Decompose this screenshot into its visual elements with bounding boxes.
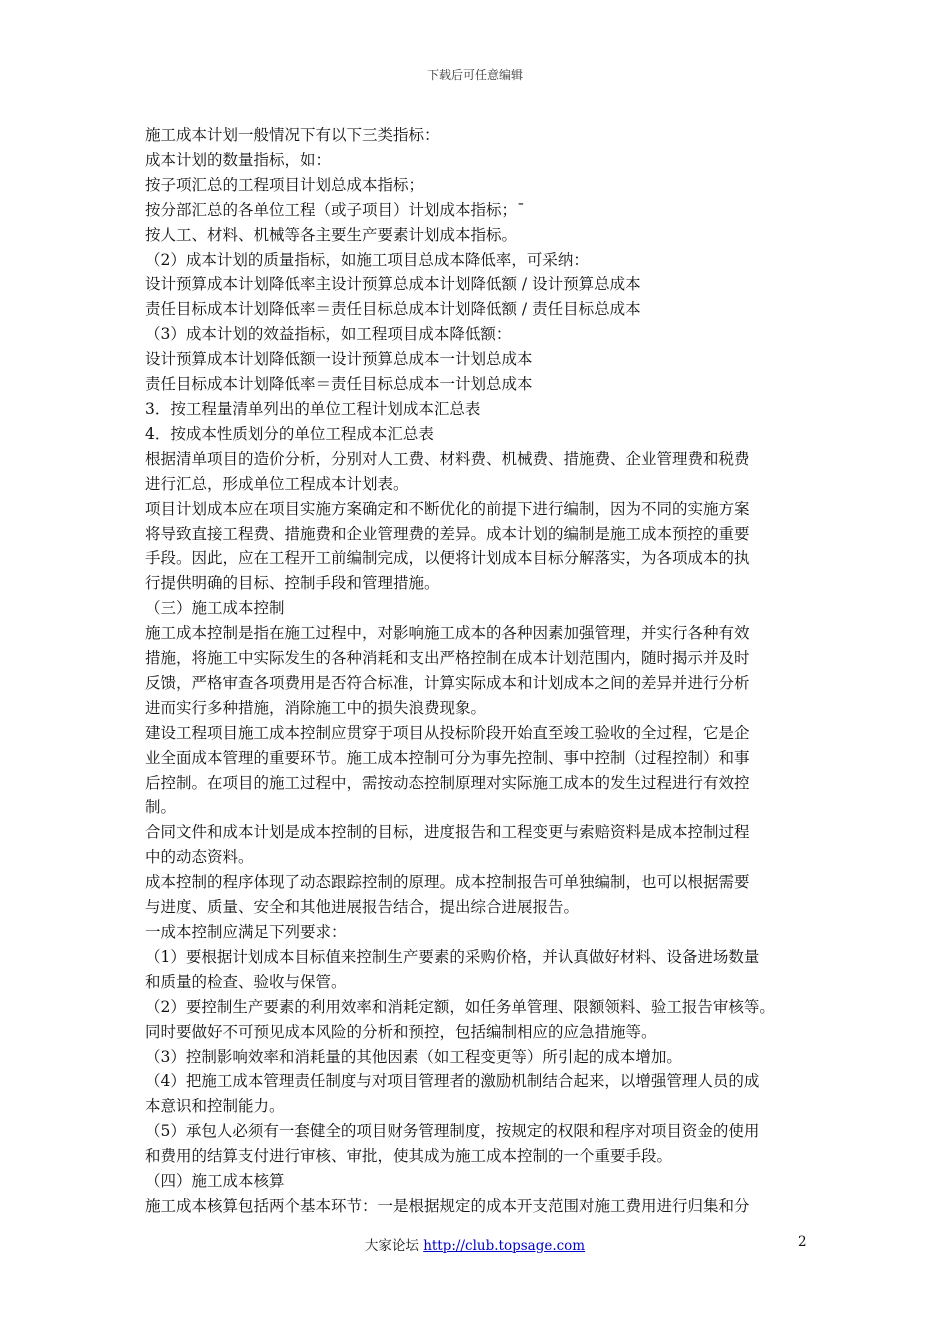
text-line: 和费用的结算支付进行审核、审批，使其成为施工成本控制的一个重要手段。 — [145, 1147, 673, 1166]
text-line: 反馈，严格审查各项费用是否符合标准，计算实际成本和计划成本之间的差异并进行分析 — [145, 673, 750, 692]
footer-link[interactable]: http://club.topsage.com — [423, 1238, 586, 1254]
text-line: 后控制。在项目的施工过程中，需按动态控制原理对实际施工成本的发生过程进行有效控 — [145, 773, 750, 792]
text-line: 3．按工程量清单列出的单位工程计划成本汇总表 — [145, 399, 481, 418]
page-number: 2 — [798, 1234, 807, 1250]
page-header: 下载后可任意编辑 — [426, 68, 523, 82]
text-line: 合同文件和成本计划是成本控制的目标，进度报告和工程变更与索赔资料是成本控制过程 — [145, 823, 750, 842]
text-line: （1）要根据计划成本目标值来控制生产要素的采购价格，并认真做好材料、设备进场数量 — [145, 947, 760, 966]
text-line: 业全面成本管理的重要环节。施工成本控制可分为事先控制、事中控制（过程控制）和事 — [145, 748, 750, 767]
text-line: 一成本控制应满足下列要求： — [145, 923, 347, 941]
text-line: 按子项汇总的工程项目计划总成本指标； — [145, 175, 425, 194]
text-line: 行提供明确的目标、控制手段和管理措施。 — [145, 574, 440, 593]
text-line: 4．按成本性质划分的单位工程成本汇总表 — [145, 424, 434, 443]
page-footer — [0, 1234, 950, 1254]
text-line: 按分部汇总的各单位工程（或子项目）计划成本指标；¯ — [145, 200, 525, 219]
text-line: 进行汇总，形成单位工程成本计划表。 — [145, 474, 409, 493]
text-line: 制。 — [145, 798, 177, 817]
text-line: （3）控制影响效率和消耗量的其他因素（如工程变更等）所引起的成本增加。 — [145, 1047, 682, 1066]
text-line: （2）成本计划的质量指标，如施工项目总成本降低率，可采纳： — [145, 250, 589, 269]
text-line: 措施，将施工中实际发生的各种消耗和支出严格控制在成本计划范围内，随时揭示并及时 — [145, 649, 750, 668]
text-line: 与进度、质量、安全和其他进展报告结合，提出综合进展报告。 — [145, 898, 580, 917]
text-line: 责任目标成本计划降低率＝责任目标总成本一计划总成本 — [145, 375, 533, 394]
footer-label: 大家论坛 — [364, 1238, 419, 1254]
footer-center — [0, 1234, 950, 1254]
text-line: 成本计划的数量指标，如： — [145, 150, 332, 169]
text-line: 施工成本核算包括两个基本环节：一是根据规定的成本开支范围对施工费用进行归集和分 — [145, 1196, 750, 1215]
text-line: 进而实行多种措施，消除施工中的损失浪费现象。 — [145, 698, 487, 717]
text-line: （2）要控制生产要素的利用效率和消耗定额，如任务单管理、限额领料、验工报告审核等。 — [145, 997, 775, 1016]
text-line: 建设工程项目施工成本控制应贯穿于项目从投标阶段开始直至竣工验收的全过程，它是企 — [145, 723, 750, 742]
document-body — [145, 123, 820, 1219]
text-line: 设计预算成本计划降低率主设计预算总成本计划降低额 / 设计预算总成本 — [145, 275, 641, 294]
text-line: （四）施工成本核算 — [145, 1172, 285, 1191]
text-line: 和质量的检查、验收与保管。 — [145, 972, 347, 991]
text-line: 施工成本计划一般情况下有以下三类指标： — [145, 126, 440, 144]
text-line: 成本控制的程序体现了动态跟踪控制的原理。成本控制报告可单独编制，也可以根据需要 — [145, 873, 750, 892]
text-line: 中的动态资料。 — [145, 848, 254, 867]
text-line: （三）施工成本控制 — [145, 599, 285, 618]
text-line: 按人工、材料、机械等各主要生产要素计划成本指标。 — [145, 225, 518, 244]
text-line: 项目计划成本应在项目实施方案确定和不断优化的前提下进行编制，因为不同的实施方案 — [145, 499, 750, 518]
text-line: 施工成本控制是指在施工过程中，对影响施工成本的各种因素加强管理，并实行各种有效 — [145, 624, 750, 643]
text-line: 同时要做好不可预见成本风险的分析和预控，包括编制相应的应急措施等。 — [145, 1022, 657, 1041]
text-line: （4）把施工成本管理责任制度与对项目管理者的激励机制结合起来，以增强管理人员的成 — [145, 1072, 760, 1091]
text-line: 本意识和控制能力。 — [145, 1097, 285, 1116]
text-line: （5）承包人必须有一套健全的项目财务管理制度，按规定的权限和程序对项目资金的使用 — [145, 1122, 760, 1141]
text-line: （3）成本计划的效益指标，如工程项目成本降低额： — [145, 325, 512, 344]
text-line: 根据清单项目的造价分析，分别对人工费、材料费、机械费、措施费、企业管理费和税费 — [145, 449, 750, 468]
text-line: 手段。因此，应在工程开工前编制完成，以便将计划成本目标分解落实，为各项成本的执 — [145, 549, 750, 568]
text-line: 设计预算成本计划降低额一设计预算总成本一计划总成本 — [145, 350, 533, 369]
text-line: 将导致直接工程费、措施费和企业管理费的差异。成本计划的编制是施工成本预控的重要 — [145, 524, 750, 543]
text-line: 责任目标成本计划降低率＝责任目标总成本计划降低额 / 责任目标总成本 — [145, 300, 641, 319]
